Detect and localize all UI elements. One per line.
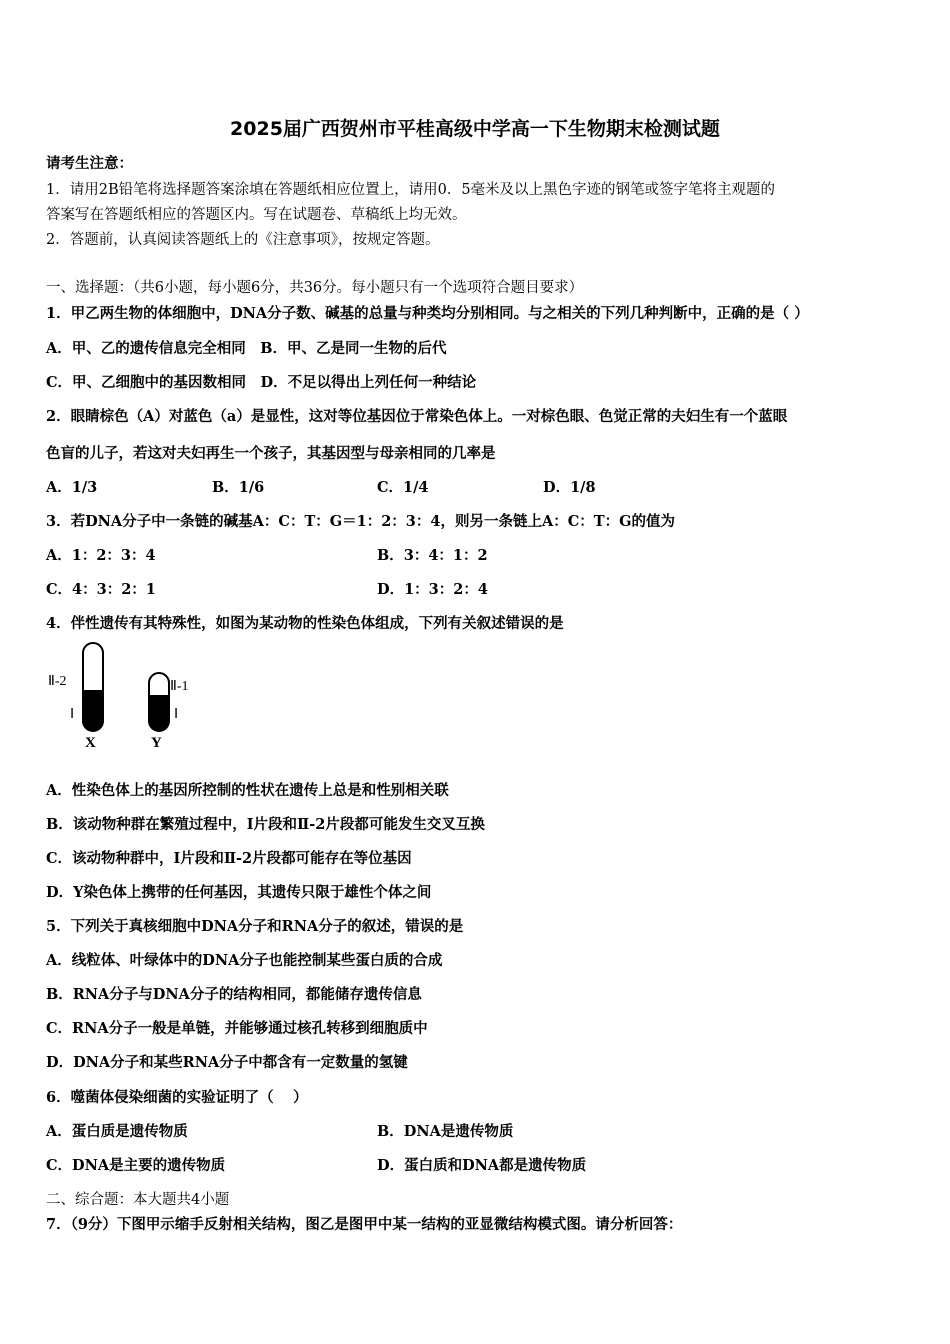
q4-option-a: A．性染色体上的基因所控制的性状在遗传上总是和性别相关联 [46, 782, 449, 799]
q2-stem: 2．眼睛棕色（A）对蓝色（a）是显性，这对等位基因位于常染色体上。一对棕色眼、色觉正常的夫妇生有一个蓝眼 [46, 408, 788, 425]
q3-option-d: D．1：3：2：4 [377, 581, 488, 598]
q5-option-a: A．线粒体、叶绿体中的DNA分子也能控制某些蛋白质的合成 [46, 952, 443, 969]
q5-option-b: B．RNA分子与DNA分子的结构相同，都能储存遗传信息 [46, 986, 422, 1003]
x-chromosome-segment-i [83, 690, 103, 731]
q1-options-ab: A．甲、乙的遗传信息完全相同 B．甲、乙是同一生物的后代 [46, 340, 447, 357]
q4-option-b: B．该动物种群在繁殖过程中，Ⅰ片段和Ⅱ-2片段都可能发生交叉互换 [46, 816, 485, 833]
q6-option-a: A．蛋白质是遗传物质 [46, 1123, 188, 1140]
q4-option-c: C．该动物种群中，Ⅰ片段和Ⅱ-2片段都可能存在等位基因 [46, 850, 412, 867]
q3-option-b: B．3：4：1：2 [377, 547, 488, 564]
q5-option-d: D．DNA分子和某些RNA分子中都含有一定数量的氢键 [46, 1054, 408, 1071]
q2-option-c: C．1/4 [377, 479, 429, 496]
x-name: X [85, 735, 96, 750]
y-label-ii1: Ⅱ-1 [170, 679, 189, 694]
q2-stem-cont: 色盲的儿子，若这对夫妇再生一个孩子，其基因型与母亲相同的几率是 [46, 445, 496, 462]
y-name: Y [151, 735, 162, 750]
q6-option-c: C．DNA是主要的遗传物质 [46, 1157, 226, 1174]
q4-option-d: D．Y染色体上携带的任何基因，其遗传只限于雄性个体之间 [46, 884, 432, 901]
q1-options-cd: C．甲、乙细胞中的基因数相同 D．不足以得出上列任何一种结论 [46, 374, 477, 391]
section-2-heading: 二、综合题：本大题共4小题 [46, 1192, 230, 1208]
q3-option-a: A．1：2：3：4 [46, 547, 156, 564]
q6-option-b: B．DNA是遗传物质 [377, 1123, 514, 1140]
notice-item-2: 2．答题前，认真阅读答题纸上的《注意事项》，按规定答题。 [46, 232, 440, 248]
q3-option-c: C．4：3：2：1 [46, 581, 156, 598]
q6-option-d: D．蛋白质和DNA都是遗传物质 [377, 1157, 587, 1174]
notice-heading: 请考生注意： [46, 155, 133, 172]
q5-option-c: C．RNA分子一般是单链，并能够通过核孔转移到细胞质中 [46, 1020, 428, 1037]
q2-option-d: D．1/8 [543, 479, 596, 496]
sex-chromosome-figure [46, 640, 216, 750]
q7-stem: 7．（9分）下图甲示缩手反射相关结构，图乙是图甲中某一结构的亚显微结构模式图。请分析回答： [46, 1216, 683, 1233]
y-label-i: Ⅰ [174, 707, 179, 722]
q2-option-b: B．1/6 [212, 479, 265, 496]
x-label-i: Ⅰ [70, 707, 75, 722]
q4-stem: 4．伴性遗传有其特殊性，如图为某动物的性染色体组成，下列有关叙述错误的是 [46, 615, 564, 632]
q5-stem: 5．下列关于真核细胞中DNA分子和RNA分子的叙述，错误的是 [46, 918, 464, 935]
q3-stem: 3．若DNA分子中一条链的碱基A：C：T：G＝1：2：3：4，则另一条链上A：C：T：G的值为 [46, 513, 675, 530]
q1-stem: 1．甲乙两生物的体细胞中，DNA分子数、碱基的总量与种类均分别相同。与之相关的下列几种判断中，正确的是（ ） [46, 305, 809, 322]
notice-item-1: 1．请用2B铅笔将选择题答案涂填在答题纸相应位置上，请用0．5毫米及以上黑色字迹的钢笔或签字笔将主观题的 [46, 182, 776, 198]
x-label-ii2: Ⅱ-2 [48, 674, 67, 689]
page-title: 2025届广西贺州市平桂高级中学高一下生物期末检测试题 [230, 118, 720, 140]
q6-stem: 6．噬菌体侵染细菌的实验证明了（ ） [46, 1089, 308, 1106]
q2-option-a: A．1/3 [46, 479, 98, 496]
y-chromosome-segment-i [149, 695, 169, 731]
section-1-heading: 一、选择题：（共6小题，每小题6分，共36分。每小题只有一个选项符合题目要求） [46, 280, 584, 296]
notice-item-1-cont: 答案写在答题纸相应的答题区内。写在试题卷、草稿纸上均无效。 [46, 207, 467, 223]
